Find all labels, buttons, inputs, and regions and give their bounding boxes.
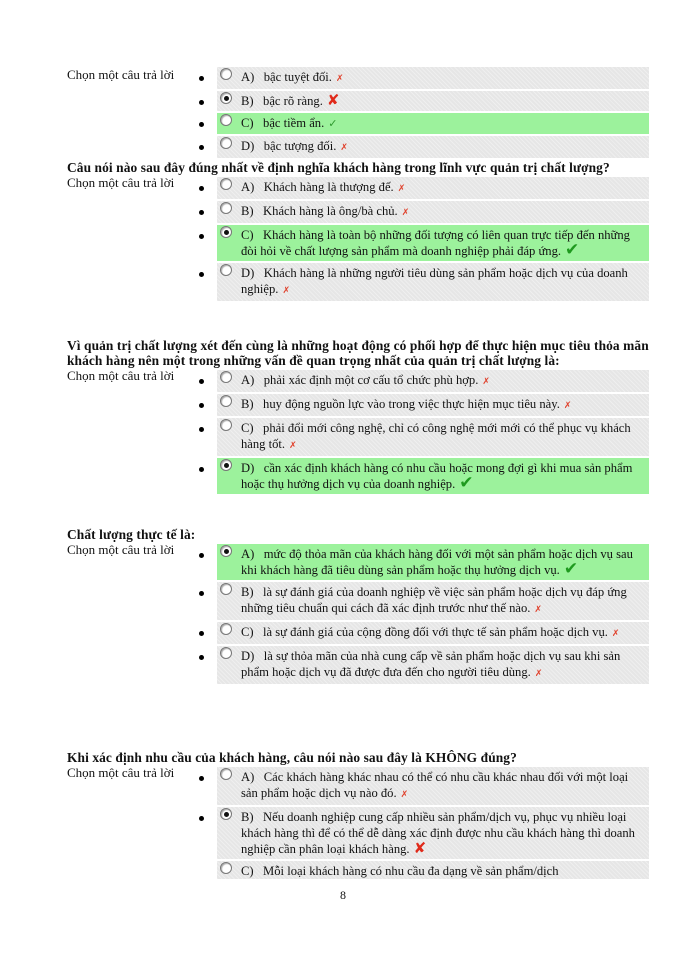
bullet-icon (199, 145, 204, 150)
option-a[interactable] (217, 544, 649, 580)
radio-icon[interactable] (220, 264, 232, 276)
option-text: Khách hàng là những người tiêu dùng sản phẩm hoặc dịch vụ của doanh nghiệp. (241, 266, 628, 296)
bullet-icon (199, 379, 204, 384)
option-text: Khách hàng là thượng đế. (263, 180, 394, 194)
bullet-icon (199, 655, 204, 660)
option-text: mức độ thỏa mãn của khách hàng đối với một sản phẩm hoặc dịch vụ sau khi khách hàng đã tiêu dùng sản phẩm hoặc thụ hưởng dịch vụ. (241, 547, 633, 577)
correct-icon: ✔ (459, 473, 474, 493)
option-letter: C) (241, 228, 254, 242)
option-letter: B) (241, 94, 254, 108)
option-text: Khách hàng là ông/bà chủ. (263, 204, 398, 218)
option-letter: B) (241, 810, 254, 824)
option-d[interactable] (217, 136, 649, 158)
option-text: Các khách hàng khác nhau có thể có nhu cầu khác nhau đối với một loại sản phẩm hoặc dịch vụ nào đó. (241, 770, 629, 800)
option-letter: C) (241, 864, 254, 878)
option-text: cần xác định khách hàng có nhu cầu hoặc mong đợi gì khi mua sản phẩm hoặc thụ hưởng dịch vụ của doanh nghiệp. (241, 461, 633, 491)
question-text: Chất lượng thực tế là: (67, 527, 196, 542)
bullet-icon (199, 591, 204, 596)
option-text: bậc tiềm ẩn. (263, 116, 325, 130)
option-d[interactable] (217, 263, 649, 301)
options-list (217, 544, 649, 686)
option-b[interactable] (217, 201, 649, 223)
option-b[interactable] (217, 91, 649, 111)
radio-selected-icon[interactable] (220, 808, 232, 820)
option-d[interactable] (217, 646, 649, 684)
options-list (217, 177, 649, 303)
bullet-icon (199, 186, 204, 191)
question-3 (67, 338, 652, 493)
radio-icon[interactable] (220, 68, 232, 80)
option-text: phải đổi mới công nghệ, chỉ có công nghệ mới mới có thể phục vụ khách hàng tốt. (241, 421, 631, 451)
radio-icon[interactable] (220, 137, 232, 149)
correct-icon: ✔ (563, 559, 579, 579)
option-text: bậc tuyệt đối. (263, 70, 332, 84)
option-letter: B) (241, 585, 254, 599)
incorrect-icon: ✗ (611, 629, 620, 639)
question-4 (67, 527, 652, 679)
option-c[interactable] (217, 418, 649, 456)
incorrect-icon: ✗ (335, 74, 344, 84)
bullet-icon (199, 467, 204, 472)
radio-icon[interactable] (220, 395, 232, 407)
incorrect-icon: ✗ (282, 286, 290, 296)
bullet-icon (199, 122, 204, 127)
radio-icon[interactable] (220, 419, 232, 431)
bullet-icon (199, 776, 204, 781)
bullet-icon (199, 100, 204, 105)
option-letter: A) (241, 180, 255, 194)
radio-icon[interactable] (220, 178, 232, 190)
page-number: 8 (340, 888, 346, 902)
radio-icon[interactable] (220, 583, 232, 595)
prompt-label: Chọn một câu trả lời (67, 542, 175, 557)
option-text: bậc rõ ràng. (263, 94, 323, 108)
bullet-icon (199, 631, 204, 636)
option-a[interactable] (217, 767, 649, 805)
option-text: Nếu doanh nghiệp cung cấp nhiều sản phẩm/dịch vụ, phục vụ nhiều loại khách hàng thì để có thể dễ dàng xác định được nhu cầu khách hàng thì doanh nghiệp cần phân loại khách hàng. (241, 810, 635, 856)
option-letter: C) (241, 116, 254, 130)
radio-icon[interactable] (220, 768, 232, 780)
option-letter: D) (241, 461, 255, 475)
option-a[interactable] (217, 67, 649, 89)
question-text: Câu nói nào sau đây đúng nhất về định nghĩa khách hàng trong lĩnh vực quản trị chất lượng? (67, 160, 610, 175)
option-b[interactable] (217, 807, 649, 859)
incorrect-icon: ✘ (413, 839, 427, 857)
radio-icon[interactable] (220, 371, 232, 383)
option-a[interactable] (217, 177, 649, 199)
option-letter: D) (241, 649, 255, 663)
option-letter: A) (241, 70, 255, 84)
option-letter: C) (241, 421, 254, 435)
option-text: Khách hàng là toàn bộ những đối tượng có liên quan trực tiếp đến những đòi hỏi về chất lượng sản phẩm mà doanh nghiệp phải đáp ứng. (241, 228, 630, 258)
question-text: Vì quản trị chất lượng xét đến cùng là những hoạt động có phối hợp để thực hiện mục tiêu thỏa mãn khách hàng nên một trong những vấn đề quan trọng nhất của quản trị chất lượng là: (67, 338, 649, 368)
bullet-icon (199, 272, 204, 277)
option-b[interactable] (217, 394, 649, 416)
prompt-label: Chọn một câu trả lời (67, 765, 175, 780)
incorrect-icon: ✘ (326, 91, 340, 109)
bullet-icon (199, 427, 204, 432)
option-d[interactable] (217, 458, 649, 494)
incorrect-icon: ✗ (340, 143, 348, 153)
option-text: Mỗi loại khách hàng có nhu cầu đa dạng về sản phẩm/dịch (263, 864, 559, 878)
radio-selected-icon[interactable] (220, 226, 232, 238)
options-list (217, 767, 649, 881)
bullet-icon (199, 210, 204, 215)
prompt-label: Chọn một câu trả lời (67, 67, 175, 82)
bullet-icon (199, 816, 204, 821)
option-letter: D) (241, 139, 255, 153)
incorrect-icon: ✗ (563, 401, 572, 411)
option-letter: B) (241, 204, 254, 218)
option-letter: A) (241, 373, 255, 387)
radio-selected-icon[interactable] (220, 92, 232, 104)
option-text: phải xác định một cơ cấu tổ chức phù hợp. (263, 373, 479, 387)
correct-icon: ✔ (565, 240, 580, 260)
incorrect-icon: ✗ (534, 669, 543, 679)
question-5 (67, 750, 652, 878)
radio-icon[interactable] (220, 647, 232, 659)
option-letter: A) (241, 770, 255, 784)
bullet-icon (199, 234, 204, 239)
radio-icon[interactable] (220, 202, 232, 214)
option-c[interactable] (217, 225, 649, 261)
bullet-icon (199, 403, 204, 408)
incorrect-icon: ✗ (400, 790, 409, 800)
option-a[interactable] (217, 370, 649, 392)
radio-icon[interactable] (220, 114, 232, 126)
radio-selected-icon[interactable] (220, 459, 232, 471)
option-text: là sự đánh giá của doanh nghiệp về việc sản phẩm hoặc dịch vụ đáp ứng những tiêu chuẩn qui cách đã xác định trước như thế nào. (241, 585, 627, 615)
incorrect-icon: ✗ (401, 208, 410, 218)
question-2 (67, 160, 652, 296)
prompt-label: Chọn một câu trả lời (67, 368, 175, 383)
incorrect-icon: ✗ (397, 184, 406, 194)
options-list (217, 67, 649, 160)
option-c[interactable] (217, 861, 649, 879)
bullet-icon (199, 76, 204, 81)
radio-selected-icon[interactable] (220, 545, 232, 557)
incorrect-icon: ✗ (534, 605, 542, 615)
bullet-icon (199, 553, 204, 558)
option-letter: C) (241, 625, 254, 639)
radio-icon[interactable] (220, 623, 232, 635)
incorrect-icon: ✗ (289, 441, 297, 451)
option-text: là sự thỏa mãn của nhà cung cấp về sản phẩm hoặc dịch vụ sau khi sản phẩm hoặc dịch vụ đã được đưa đến cho người tiêu dùng. (241, 649, 621, 679)
question-text: Khi xác định nhu cầu của khách hàng, câu nói nào sau đây là KHÔNG đúng? (67, 750, 517, 765)
option-text: bậc tượng đối. (263, 139, 337, 153)
option-c[interactable] (217, 622, 649, 644)
options-list (217, 370, 649, 496)
option-b[interactable] (217, 582, 649, 620)
correct-icon: ✓ (328, 117, 338, 130)
option-letter: D) (241, 266, 255, 280)
incorrect-icon: ✗ (482, 377, 490, 387)
radio-icon[interactable] (220, 862, 232, 874)
option-text: huy động nguồn lực vào trong việc thực hiện mục tiêu này. (263, 397, 560, 411)
option-letter: A) (241, 547, 255, 561)
option-letter: B) (241, 397, 254, 411)
prompt-label: Chọn một câu trả lời (67, 175, 175, 190)
option-text: là sự đánh giá của cộng đồng đối với thực tế sản phẩm hoặc dịch vụ. (263, 625, 608, 639)
option-c[interactable] (217, 113, 649, 134)
